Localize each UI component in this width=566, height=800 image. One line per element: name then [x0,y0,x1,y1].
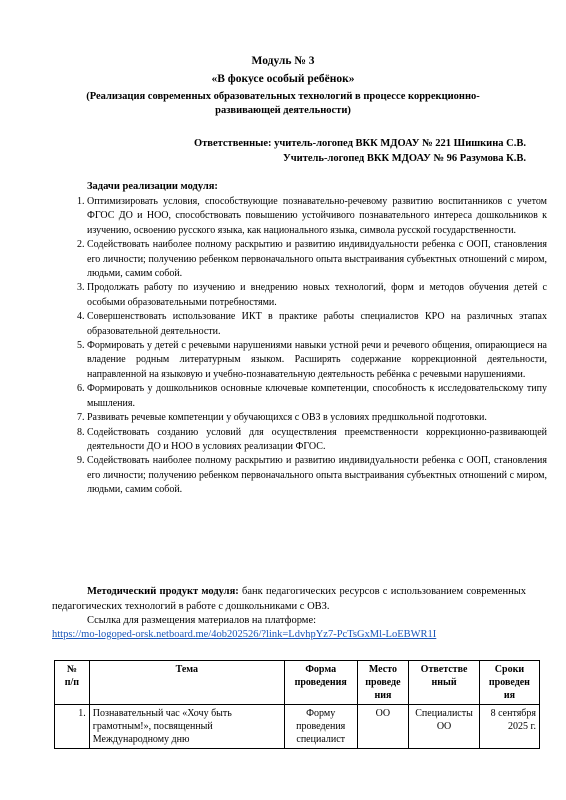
tasks-heading: Задачи реализации модуля: [87,181,218,192]
header-date: Сроки проведен ия [479,661,539,705]
responsible-block [86,136,526,166]
task-item: 3. Продолжать работу по изучению и внедрению новых технологий, форм и методов обучения детей с особыми образовательными потребностями. [87,281,547,310]
module-title: Модуль № 3 [251,55,315,67]
row-place: ОО [357,705,409,749]
header-form: Форма проведения [284,661,357,705]
row-topic: Познавательный час «Хочу быть грамотным!», посвященный Международному дню [89,705,284,749]
tasks-list [66,195,547,498]
header-responsible: Ответстве нный [409,661,480,705]
plan-table [54,660,540,749]
task-item: 1. Оптимизировать условия, способствующие познавательно-речевому развитию воспитанников с учетом ФГОС ДО и НОО, способствовать повышению устойчивого познавательного интереса дошкольников к изучению, освоению русского языка, как национального языка, символа русской государственности. [87,195,547,238]
task-item: 7. Развивать речевые компетенции у обучающихся с ОВЗ в условиях предшкольной подготовки. [87,411,547,425]
task-item: 4. Совершенствовать использование ИКТ в практике работы специалистов КРО на различных этапах образовательной деятельности. [87,310,547,339]
module-subtitle: (Реализация современных образовательных технологий в процессе коррекционно-развивающей деятельности) [86,91,480,116]
method-product-label: Методический продукт модуля: [87,586,239,597]
module-topic: «В фокусе особый ребёнок» [211,73,355,85]
task-item: 2. Содействовать наиболее полному раскрытию и развитию индивидуальности ребенка с ООП, становления его личности; получению ребенком первоначального опыта выстраивания субъектных отношений с миром, людьми, самим собой. [87,238,547,281]
row-responsible: Специалисты ОО [409,705,480,749]
row-form: Форму проведения специалист [284,705,357,749]
method-product [52,585,526,614]
header-num: № п/п [55,661,90,705]
table-header-row [55,661,540,705]
method-product-text: банк педагогических ресурсов с использованием современных педагогических технологий в работе с дошкольниками с ОВЗ. [52,586,526,612]
task-item: 9. Содействовать наиболее полному раскрытию и развитию индивидуальности ребенка с ООП, становления его личности; получению ребенком первоначального опыта выстраивания субъектных отношений с миром, людьми, самим собой. [87,454,547,497]
row-num: 1. [55,705,90,749]
task-item: 8. Содействовать созданию условий для осуществления преемственности коррекционно-развивающей деятельности ДО и НОО в условиях реализации ФГОС. [87,426,547,455]
header-place: Место проведе ния [357,661,409,705]
platform-link[interactable]: https://mo-logoped-orsk.netboard.me/4ob202526/?link=LdvhpYz7-PcTsGxMl-LoEBWR1I [52,629,437,640]
header-topic: Тема [89,661,284,705]
link-label: Ссылка для размещения материалов на платформе: [87,615,317,626]
responsible-line-2: Учитель-логопед ВКК МДОАУ № 96 Разумова К.В. [283,153,526,164]
table-row [55,705,540,749]
responsible-line-1: Ответственные: учитель-логопед ВКК МДОАУ № 221 Шишкина С.В. [193,138,526,149]
task-item: 5. Формировать у детей с речевыми нарушениями навыки устной речи и речевого общения, опирающиеся на владение родным литературным языком. Расширять содержание коррекционной деятельности, направленной на языковую и учебно-познавательную деятельность ребёнка с речевыми нарушениями. [87,339,547,382]
row-date: 8 сентября 2025 г. [479,705,539,749]
task-item: 6. Формировать у дошкольников основные ключевые компетенции, способность к исследовательскому типу мышления. [87,382,547,411]
